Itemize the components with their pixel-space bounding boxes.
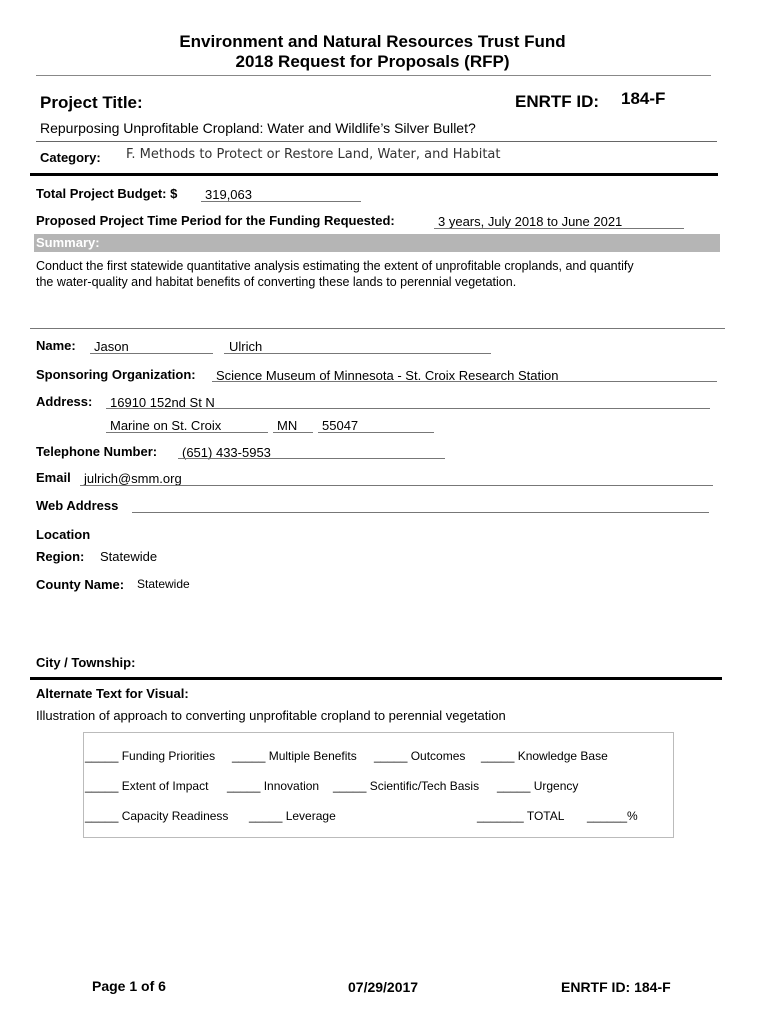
footer-id: ENRTF ID: 184-F bbox=[561, 979, 671, 995]
phone-label: Telephone Number: bbox=[36, 444, 158, 459]
score-innovation: _____ Innovation bbox=[227, 779, 320, 793]
section-rule-bottom bbox=[30, 677, 722, 680]
city-value: Marine on St. Croix bbox=[110, 418, 222, 433]
last-name-underline bbox=[224, 353, 491, 354]
first-name-value: Jason bbox=[94, 339, 129, 354]
summary-text-line1: Conduct the first statewide quantitative analysis estimating the extent of unprofitable croplands, and quantify bbox=[36, 259, 634, 273]
state-underline bbox=[273, 432, 313, 433]
address-label: Address: bbox=[36, 394, 93, 409]
budget-label: Total Project Budget: $ bbox=[36, 186, 178, 201]
score-capacity-readiness: _____ Capacity Readiness bbox=[85, 809, 229, 823]
street-underline bbox=[106, 408, 710, 409]
section-rule-top bbox=[30, 173, 718, 176]
score-outcomes: _____ Outcomes bbox=[374, 749, 466, 763]
budget-value: 319,063 bbox=[205, 187, 252, 202]
enrtf-id-label: ENRTF ID: bbox=[515, 92, 600, 111]
last-name-value: Ulrich bbox=[229, 339, 263, 354]
phone-underline bbox=[178, 458, 445, 459]
score-urgency: _____ Urgency bbox=[497, 779, 579, 793]
header-subtitle: 2018 Request for Proposals (RFP) bbox=[235, 52, 510, 71]
score-scientific-tech-basis: _____ Scientific/Tech Basis bbox=[333, 779, 480, 793]
summary-rule bbox=[30, 328, 725, 329]
score-multiple-benefits: _____ Multiple Benefits bbox=[232, 749, 357, 763]
web-label: Web Address bbox=[36, 498, 119, 513]
email-underline bbox=[80, 485, 713, 486]
first-name-underline bbox=[90, 353, 213, 354]
county-value: Statewide bbox=[137, 577, 190, 591]
header-title: Environment and Natural Resources Trust Fund bbox=[179, 32, 566, 51]
score-leverage: _____ Leverage bbox=[249, 809, 336, 823]
organization-label: Sponsoring Organization: bbox=[36, 367, 196, 382]
name-label: Name: bbox=[36, 338, 76, 353]
region-label: Region: bbox=[36, 549, 85, 564]
category-value: F. Methods to Protect or Restore Land, Water, and Habitat bbox=[126, 147, 501, 162]
footer-date: 07/29/2017 bbox=[348, 979, 419, 995]
score-knowledge-base: _____ Knowledge Base bbox=[481, 749, 608, 763]
city-township-label: City / Township: bbox=[36, 655, 136, 670]
project-title-label: Project Title: bbox=[40, 93, 143, 112]
organization-underline bbox=[212, 381, 717, 382]
period-value: 3 years, July 2018 to June 2021 bbox=[438, 214, 623, 229]
score-total: _______ TOTAL bbox=[477, 809, 565, 823]
header-rule bbox=[36, 75, 711, 76]
title-rule bbox=[36, 141, 717, 142]
score-extent-of-impact: _____ Extent of Impact bbox=[85, 779, 209, 793]
phone-value: (651) 433-5953 bbox=[182, 445, 271, 460]
organization-value: Science Museum of Minnesota - St. Croix Research Station bbox=[216, 368, 559, 383]
period-label: Proposed Project Time Period for the Funding Requested: bbox=[36, 213, 395, 228]
footer-page: Page 1 of 6 bbox=[92, 978, 166, 994]
score-percent: ______% bbox=[587, 809, 638, 823]
project-title-value: Repurposing Unprofitable Cropland: Water and Wildlife’s Silver Bullet? bbox=[40, 120, 476, 136]
county-label: County Name: bbox=[36, 577, 125, 592]
zip-underline bbox=[318, 432, 434, 433]
street-value: 16910 152nd St N bbox=[110, 395, 215, 410]
location-heading: Location bbox=[36, 527, 91, 542]
budget-underline bbox=[201, 201, 361, 202]
summary-label: Summary: bbox=[36, 235, 100, 250]
visual-label: Alternate Text for Visual: bbox=[36, 686, 189, 701]
summary-bar bbox=[34, 234, 720, 252]
zip-value: 55047 bbox=[322, 418, 359, 433]
score-funding-priorities: _____ Funding Priorities bbox=[85, 749, 216, 763]
region-value: Statewide bbox=[100, 549, 158, 564]
web-underline bbox=[132, 512, 709, 513]
email-label: Email bbox=[36, 470, 71, 485]
city-underline bbox=[106, 432, 268, 433]
enrtf-id-value: 184-F bbox=[621, 89, 666, 108]
email-value: julrich@smm.org bbox=[84, 471, 182, 486]
category-label: Category: bbox=[40, 150, 101, 165]
state-value: MN bbox=[277, 418, 298, 433]
visual-text: Illustration of approach to converting unprofitable cropland to perennial vegetation bbox=[36, 708, 506, 723]
period-underline bbox=[434, 228, 684, 229]
summary-text-line2: the water-quality and habitat benefits of converting these lands to perennial vegetation. bbox=[36, 275, 517, 289]
